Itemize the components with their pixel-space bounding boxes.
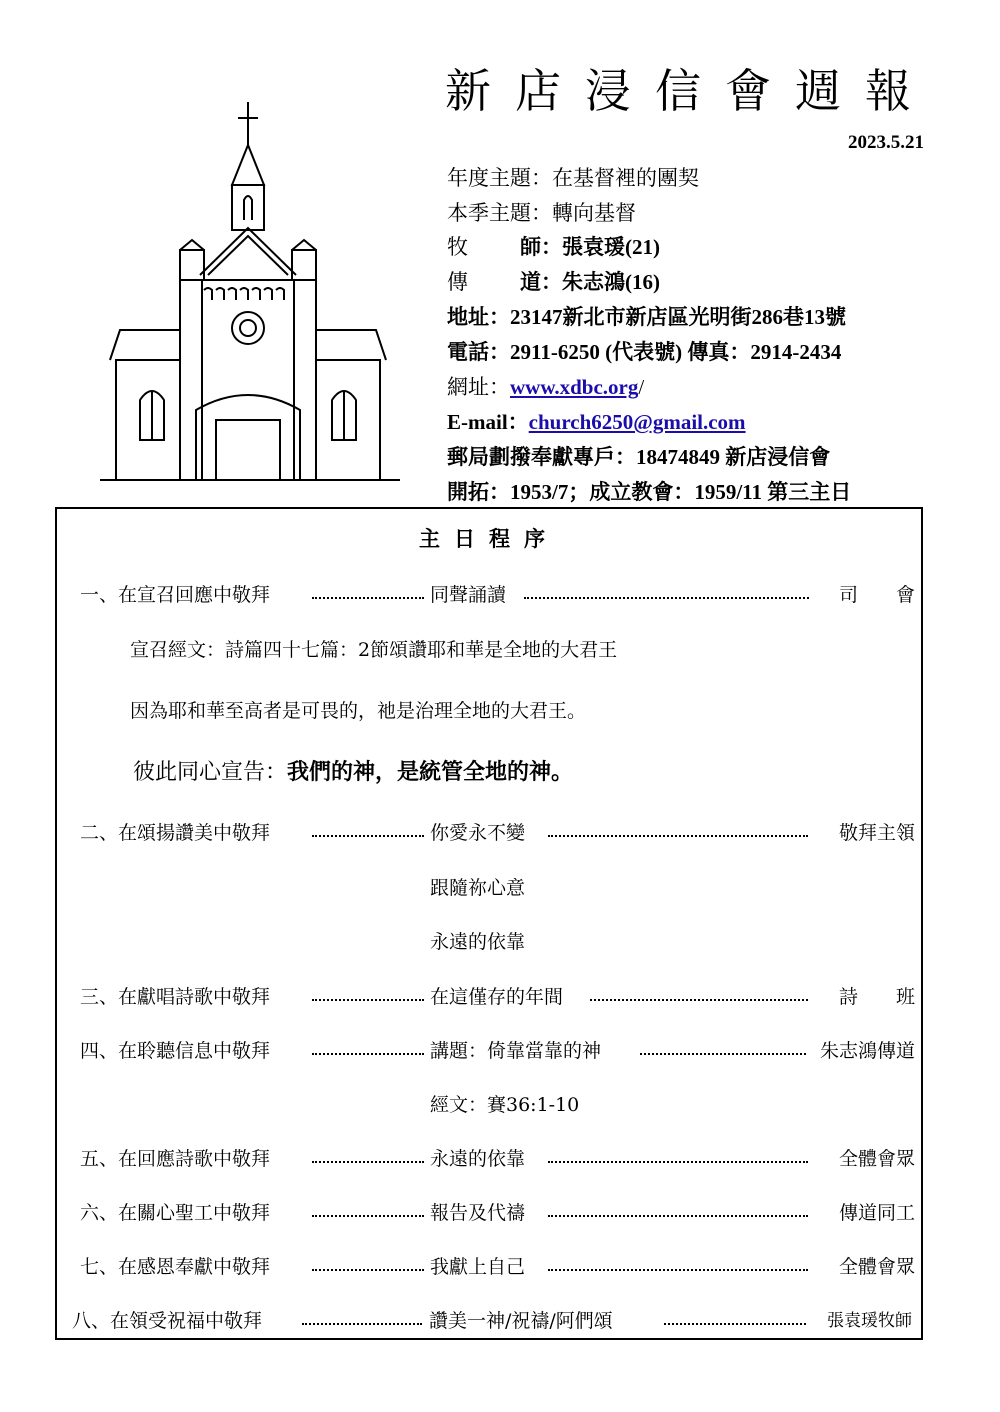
annual-theme: 年度主題：在基督裡的團契 — [447, 166, 699, 190]
preacher-value: 道：朱志鴻(16) — [520, 270, 660, 294]
program-item-3 — [80, 982, 915, 1012]
item-content: 永遠的依靠 — [430, 1148, 526, 1170]
dot-leader — [548, 835, 808, 837]
website-label: 網址： — [447, 375, 510, 399]
song-3: 永遠的依靠 — [430, 931, 526, 953]
item-leader: 詩 班 — [838, 986, 915, 1008]
preacher-label: 傳 — [447, 270, 468, 294]
dot-leader — [312, 1161, 424, 1163]
website-link[interactable]: www.xdbc.org — [510, 375, 639, 399]
dot-leader — [312, 597, 424, 599]
pastor-value: 師：張袁瑗(21) — [520, 235, 660, 259]
program-item-4 — [80, 1036, 915, 1066]
dot-leader — [524, 597, 809, 599]
item-content: 講題：倚靠當靠的神 — [430, 1040, 602, 1062]
song-2: 跟隨祢心意 — [430, 877, 526, 899]
dot-leader — [312, 1215, 424, 1217]
dot-leader — [312, 1269, 424, 1271]
bulletin-date: 2023.5.21 — [848, 132, 924, 153]
declaration-line — [133, 755, 573, 786]
item-content: 報告及代禱 — [430, 1202, 526, 1224]
item-content: 讚美一神/祝禱/阿們頌 — [429, 1310, 613, 1332]
dot-leader — [302, 1323, 422, 1325]
program-item-1 — [80, 580, 915, 610]
item-part: 三、在獻唱詩歌中敬拜 — [80, 986, 271, 1008]
dot-leader — [548, 1269, 808, 1271]
phone: 電話：2911-6250 (代表號) 傳真：2914-2434 — [447, 340, 842, 364]
item-content: 你愛永不變 — [430, 822, 526, 844]
call-verse: 宣召經文：詩篇四十七篇：2節頌讚耶和華是全地的大君王 — [130, 639, 618, 661]
item-leader: 全體會眾 — [838, 1256, 915, 1278]
item-leader: 朱志鴻傳道 — [819, 1040, 915, 1062]
email-line — [447, 406, 746, 436]
item-part: 六、在關心聖工中敬拜 — [80, 1202, 271, 1224]
preacher-line — [447, 266, 660, 296]
dot-leader — [548, 1215, 808, 1217]
pastor-label: 牧 — [447, 235, 468, 259]
program-item-5 — [80, 1144, 915, 1174]
call-verse-text: 因為耶和華至高者是可畏的，祂是治理全地的大君王。 — [130, 700, 587, 722]
item-leader: 敬拜主領 — [838, 822, 915, 844]
scripture: 經文：賽36:1-10 — [430, 1094, 580, 1116]
item-part: 二、在頌揚讚美中敬拜 — [80, 822, 271, 844]
program-item-7 — [80, 1252, 915, 1282]
dot-leader — [312, 1053, 424, 1055]
item-part: 七、在感恩奉獻中敬拜 — [80, 1256, 271, 1278]
item-part: 八、在領受祝福中敬拜 — [72, 1310, 263, 1332]
dot-leader — [664, 1323, 806, 1325]
program-item-8 — [72, 1306, 912, 1336]
email-link[interactable]: church6250@gmail.com — [528, 410, 746, 434]
dot-leader — [640, 1053, 806, 1055]
dot-leader — [548, 1161, 808, 1163]
item-content: 同聲誦讀 — [430, 584, 507, 606]
founded-info: 開拓：1953/7；成立教會：1959/11 第三主日 — [447, 480, 852, 504]
item-leader: 司 會 — [838, 584, 915, 606]
church-illustration — [100, 100, 400, 490]
item-content: 在這僅存的年間 — [430, 986, 564, 1008]
bulletin-title: 新店浸信會週報 — [445, 64, 935, 118]
item-leader: 傳道同工 — [838, 1202, 915, 1224]
item-part: 五、在回應詩歌中敬拜 — [80, 1148, 271, 1170]
website-line — [447, 371, 644, 401]
item-leader: 張袁瑗牧師 — [827, 1311, 912, 1331]
item-part: 四、在聆聽信息中敬拜 — [80, 1040, 271, 1062]
item-leader: 全體會眾 — [838, 1148, 915, 1170]
program-item-6 — [80, 1198, 915, 1228]
program-heading: 主日程序 — [419, 527, 559, 551]
dot-leader — [590, 999, 808, 1001]
dot-leader — [312, 835, 424, 837]
email-label: E-mail： — [447, 410, 529, 434]
item-content: 我獻上自己 — [430, 1256, 526, 1278]
address: 地址：23147新北市新店區光明街286巷13號 — [447, 305, 846, 329]
pastor-line — [447, 231, 660, 261]
item-part: 一、在宣召回應中敬拜 — [80, 584, 271, 606]
season-theme: 本季主題：轉向基督 — [447, 201, 636, 225]
program-item-2 — [80, 818, 915, 848]
declaration-text: 我們的神，是統管全地的神。 — [287, 759, 574, 785]
postal-account: 郵局劃撥奉獻專戶：18474849 新店浸信會 — [447, 445, 831, 469]
dot-leader — [312, 999, 424, 1001]
declaration-label: 彼此同心宣告： — [133, 760, 288, 785]
website-suffix: / — [638, 375, 645, 399]
